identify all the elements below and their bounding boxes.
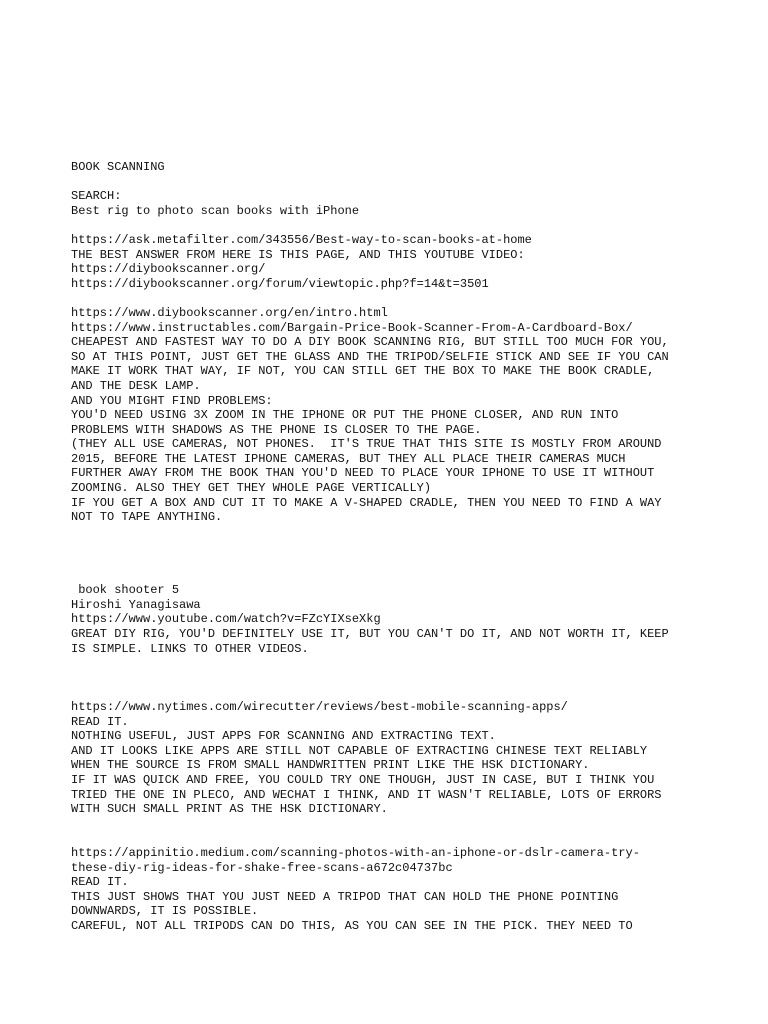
url-line: https://diybookscanner.org/: [71, 262, 266, 277]
text-line: IF IT WAS QUICK AND FREE, YOU COULD TRY ONE THOUGH, JUST IN CASE, BUT I THINK YOU: [71, 772, 655, 787]
url-line: https://www.diybookscanner.org/en/intro.html: [71, 305, 388, 320]
blank-line: [71, 685, 711, 700]
url-line: https://ask.metafilter.com/343556/Best-way-to-scan-books-at-home: [71, 232, 532, 247]
url-line: https://www.nytimes.com/wirecutter/reviews/best-mobile-scanning-apps/: [71, 699, 568, 714]
text-line: DOWNWARDS, IT IS POSSIBLE.: [71, 904, 259, 919]
text-line: these-diy-rig-ideas-for-shake-free-scans-a672c04737bc: [71, 860, 453, 875]
blank-line: [71, 671, 711, 686]
text-line: IF YOU GET A BOX AND CUT IT TO MAKE A V-SHAPED CRADLE, THEN YOU NEED TO FIND A WAY: [71, 495, 662, 510]
text-line: PROBLEMS WITH SHADOWS AS THE PHONE IS CLOSER TO THE PAGE.: [71, 422, 482, 437]
text-line: SEARCH:: [71, 189, 122, 204]
text-line: WHEN THE SOURCE IS FROM SMALL HANDWRITTEN PRINT LIKE THE HSK DICTIONARY.: [71, 758, 590, 773]
blank-line: [71, 569, 711, 584]
text-line: book shooter 5: [71, 583, 180, 598]
document-text: [71, 160, 711, 933]
text-line: NOTHING USEFUL, JUST APPS FOR SCANNING AND EXTRACTING TEXT.: [71, 729, 496, 744]
text-line: THIS JUST SHOWS THAT YOU JUST NEED A TRIPOD THAT CAN HOLD THE PHONE POINTING: [71, 889, 619, 904]
text-line: IS SIMPLE. LINKS TO OTHER VIDEOS.: [71, 641, 309, 656]
text-line: CAREFUL, NOT ALL TRIPODS CAN DO THIS, AS YOU CAN SEE IN THE PICK. THEY NEED TO: [71, 918, 633, 933]
text-line: TRIED THE ONE IN PLECO, AND WECHAT I THINK, AND IT WASN'T RELIABLE, LOTS OF ERRORS: [71, 787, 662, 802]
text-line: AND THE DESK LAMP.: [71, 378, 201, 393]
text-line: GREAT DIY RIG, YOU'D DEFINITELY USE IT, BUT YOU CAN'T DO IT, AND NOT WORTH IT, KEEP: [71, 627, 669, 641]
blank-line: [71, 831, 711, 846]
text-line: SO AT THIS POINT, JUST GET THE GLASS AND THE TRIPOD/SELFIE STICK AND SEE IF YOU CAN: [71, 349, 669, 364]
blank-line: [71, 817, 711, 832]
text-line: AND YOU MIGHT FIND PROBLEMS:: [71, 393, 273, 408]
text-line: THE BEST ANSWER FROM HERE IS THIS PAGE, AND THIS YOUTUBE VIDEO:: [71, 247, 525, 262]
text-line: READ IT.: [71, 875, 129, 890]
text-line: CHEAPEST AND FASTEST WAY TO DO A DIY BOOK SCANNING RIG, BUT STILL TOO MUCH FOR YOU,: [71, 335, 669, 350]
text-line: (THEY ALL USE CAMERAS, NOT PHONES. IT'S TRUE THAT THIS SITE IS MOSTLY FROM AROUND: [71, 437, 662, 452]
url-line: https://diybookscanner.org/forum/viewtopic.php?f=14&t=3501: [71, 276, 489, 291]
blank-line: [71, 175, 711, 190]
text-line: MAKE IT WORK THAT WAY, IF NOT, YOU CAN STILL GET THE BOX TO MAKE THE BOOK CRADLE,: [71, 364, 655, 379]
blank-line: [71, 554, 711, 569]
blank-line: [71, 656, 711, 671]
blank-line: [71, 525, 711, 540]
url-line: https://appinitio.medium.com/scanning-photos-with-an-iphone-or-dslr-camera-try-: [71, 845, 640, 860]
blank-line: [71, 218, 711, 233]
blank-line: [71, 291, 711, 306]
text-line: YOU'D NEED USING 3X ZOOM IN THE IPHONE OR PUT THE PHONE CLOSER, AND RUN INTO: [71, 408, 619, 423]
text-line: AND IT LOOKS LIKE APPS ARE STILL NOT CAPABLE OF EXTRACTING CHINESE TEXT RELIABLY: [71, 743, 648, 758]
text-line: BOOK SCANNING: [71, 160, 165, 174]
text-line: Best rig to photo scan books with iPhone: [71, 203, 360, 218]
text-line: WITH SUCH SMALL PRINT AS THE HSK DICTIONARY.: [71, 802, 388, 817]
url-line: https://www.instructables.com/Bargain-Price-Book-Scanner-From-A-Cardboard-Box/: [71, 320, 633, 335]
url-line: https://www.youtube.com/watch?v=FZcYIXseXkg: [71, 612, 381, 627]
text-line: 2015, BEFORE THE LATEST IPHONE CAMERAS, BUT THEY ALL PLACE THEIR CAMERAS MUCH: [71, 451, 626, 466]
text-line: Hiroshi Yanagisawa: [71, 597, 201, 612]
text-line: ZOOMING. ALSO THEY GET THEY WHOLE PAGE VERTICALLY): [71, 481, 432, 496]
text-line: NOT TO TAPE ANYTHING.: [71, 510, 223, 525]
blank-line: [71, 539, 711, 554]
text-line: FURTHER AWAY FROM THE BOOK THAN YOU'D NEED TO PLACE YOUR IPHONE TO USE IT WITHOUT: [71, 466, 655, 481]
text-line: READ IT.: [71, 714, 129, 729]
